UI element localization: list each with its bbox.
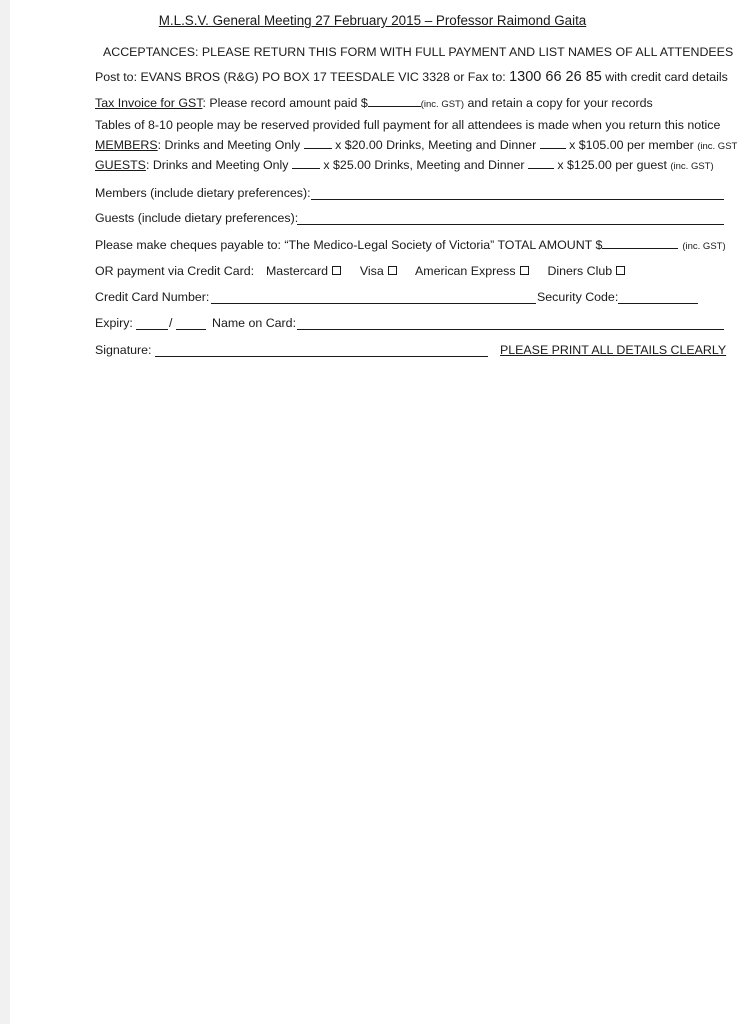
- post-suffix: with credit card details: [601, 70, 728, 84]
- cheques-line: [95, 237, 726, 255]
- expiry-separator: /: [169, 316, 173, 330]
- print-clearly-notice: PLEASE PRINT ALL DETAILS CLEARLY: [500, 343, 727, 357]
- visa-checkbox[interactable]: [388, 266, 397, 275]
- amex-label: American Express: [414, 264, 516, 278]
- members-label: MEMBERS: [95, 138, 158, 152]
- acceptances-notice: ACCEPTANCES: PLEASE RETURN THIS FORM WITH FULL PAYMENT AND LIST NAMES OF ALL ATTENDEES: [103, 45, 734, 59]
- amex-checkbox[interactable]: [520, 266, 529, 275]
- diners-checkbox[interactable]: [616, 266, 625, 275]
- total-inc-gst: (inc. GST): [682, 241, 726, 252]
- total-amount-field[interactable]: [602, 237, 678, 249]
- name-on-card-label: Name on Card:: [212, 316, 297, 330]
- amount-paid-field[interactable]: [368, 95, 421, 107]
- security-code-label: Security Code:: [537, 290, 619, 304]
- name-on-card-field[interactable]: [297, 328, 724, 330]
- credit-card-intro: OR payment via Credit Card:: [95, 264, 255, 278]
- mastercard-option[interactable]: [266, 264, 341, 278]
- visa-option[interactable]: [360, 264, 397, 278]
- tables-notice: Tables of 8-10 people may be reserved provided full payment for all attendees is made when you return this notice: [95, 118, 721, 132]
- post-line: [95, 69, 728, 85]
- form-title: M.L.S.V. General Meeting 27 February 2015 – Professor Raimond Gaita: [158, 13, 587, 28]
- tax-invoice-text: : Please record amount paid $: [202, 96, 368, 110]
- members-price2: x $105.00 per member: [565, 138, 698, 152]
- expiry-label: Expiry:: [95, 316, 133, 330]
- cheques-text: Please make cheques payable to: “The Medico-Legal Society of Victoria” TOTAL AMOUNT $: [95, 238, 603, 252]
- guests-price1: x $25.00 Drinks, Meeting and Dinner: [319, 158, 528, 172]
- expiry-year-field[interactable]: [176, 328, 206, 330]
- card-number-field[interactable]: [211, 302, 536, 304]
- members-dinner-qty-field[interactable]: [540, 137, 566, 149]
- members-drinks-text: : Drinks and Meeting Only: [157, 138, 304, 152]
- amex-option[interactable]: [415, 264, 529, 278]
- guests-drinks-text: : Drinks and Meeting Only: [145, 158, 292, 172]
- tax-inc-gst: (inc. GST): [420, 99, 465, 110]
- fax-number: 1300 66 26 85: [509, 69, 602, 85]
- members-dietary-field[interactable]: [311, 198, 724, 200]
- members-price1: x $20.00 Drinks, Meeting and Dinner: [331, 138, 540, 152]
- guests-inc-gst: (inc. GST): [670, 161, 714, 172]
- diners-label: Diners Club: [547, 264, 613, 278]
- guests-dietary-field[interactable]: [297, 223, 724, 225]
- guests-dietary-label: Guests (include dietary preferences):: [95, 211, 299, 225]
- guests-line: [95, 157, 714, 175]
- members-inc-gst: (inc. GST: [697, 141, 738, 152]
- credit-card-line: [95, 263, 625, 279]
- security-code-field[interactable]: [618, 302, 698, 304]
- diners-option[interactable]: [547, 264, 625, 278]
- scan-edge: [0, 0, 10, 1024]
- post-address: Post to: EVANS BROS (R&G) PO BOX 17 TEESDALE VIC 3328 or Fax to:: [95, 70, 510, 84]
- tax-invoice-text-end: and retain a copy for your records: [464, 96, 653, 110]
- signature-label: Signature:: [95, 343, 152, 357]
- mastercard-label: Mastercard: [265, 264, 328, 278]
- members-line: [95, 137, 737, 155]
- tax-invoice-line: [95, 95, 653, 113]
- signature-field[interactable]: [155, 355, 488, 357]
- guests-drinks-qty-field[interactable]: [292, 157, 320, 169]
- tax-invoice-label: Tax Invoice for GST: [95, 96, 203, 110]
- guests-label: GUESTS: [95, 158, 146, 172]
- expiry-month-field[interactable]: [136, 328, 168, 330]
- card-number-label: Credit Card Number:: [95, 290, 210, 304]
- visa-label: Visa: [359, 264, 384, 278]
- guests-dinner-qty-field[interactable]: [528, 157, 554, 169]
- members-drinks-qty-field[interactable]: [304, 137, 332, 149]
- members-dietary-label: Members (include dietary preferences):: [95, 186, 311, 200]
- mastercard-checkbox[interactable]: [332, 266, 341, 275]
- guests-price2: x $125.00 per guest: [553, 158, 671, 172]
